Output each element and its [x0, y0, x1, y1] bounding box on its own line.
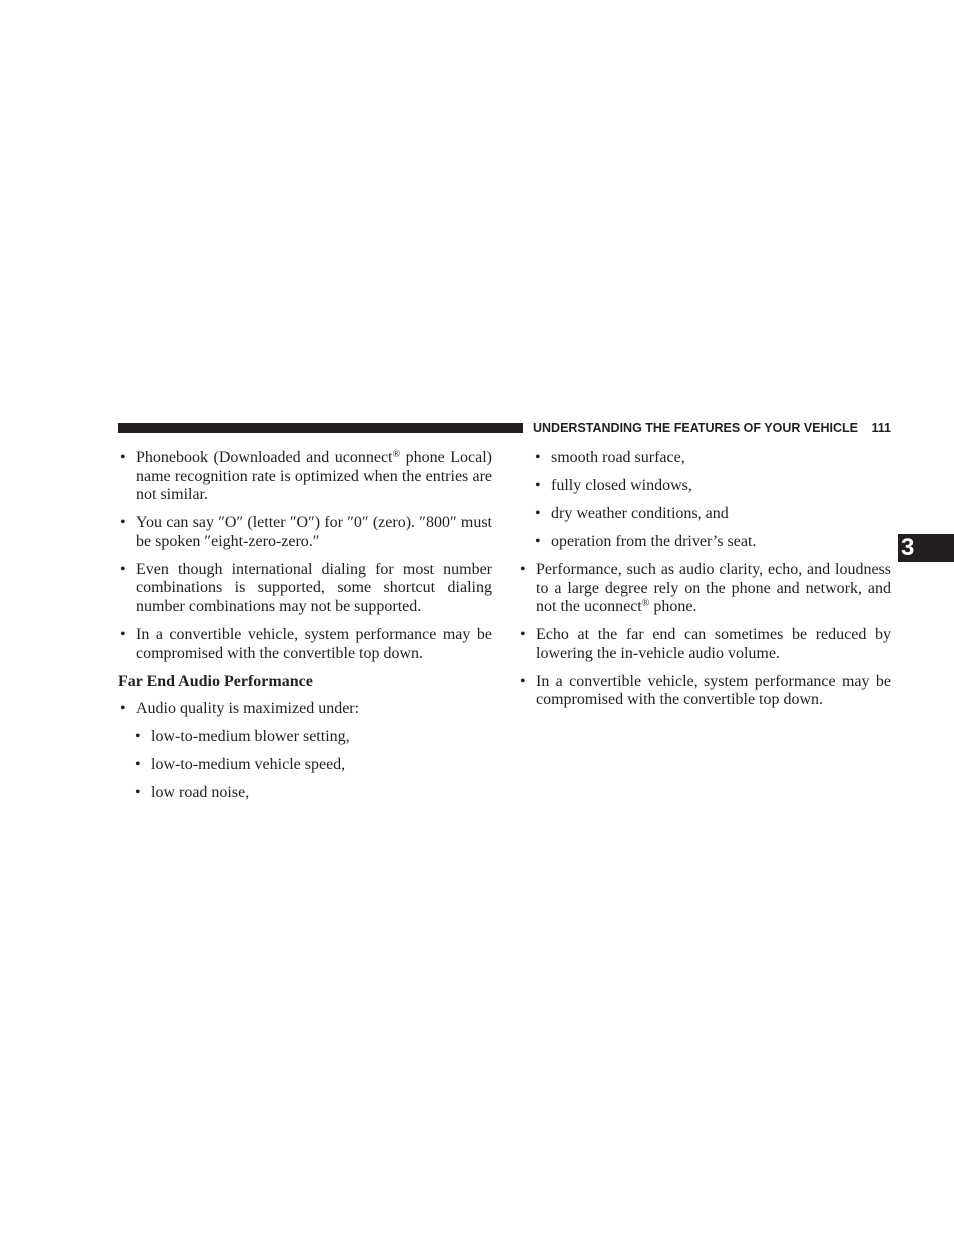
- registered-mark: ®: [392, 449, 401, 460]
- chapter-tab: 3: [898, 534, 954, 562]
- sub-bullet-item: • low-to-medium vehicle speed,: [133, 756, 492, 775]
- running-header: [533, 420, 891, 436]
- page-number: 111: [871, 421, 891, 435]
- registered-mark: ®: [641, 598, 650, 610]
- header-title: UNDERSTANDING THE FEATURES OF YOUR VEHICLE: [533, 421, 859, 435]
- sub-bullet-item: • low road noise,: [133, 784, 492, 803]
- left-column: [118, 449, 492, 812]
- bullet-item: • Phonebook (Downloaded and uconnect® phone Local) name recognition rate is optimized when the entries are not similar.: [118, 449, 492, 505]
- sub-bullet-item: • operation from the driver’s seat.: [533, 533, 891, 552]
- bullet-item: • Audio quality is maximized under:: [118, 700, 492, 719]
- bullet-item: • Even though international dialing for most number combinations is supported, some shortcut dialing number combinations may not be supported.: [118, 561, 492, 617]
- section-heading: Far End Audio Performance: [118, 672, 313, 690]
- sub-bullet-item: • low-to-medium blower setting,: [133, 728, 492, 747]
- sub-bullet-item: • fully closed windows,: [533, 477, 891, 496]
- bullet-item: • Echo at the far end can sometimes be reduced by lowering the in-vehicle audio volume.: [518, 626, 891, 663]
- sub-bullet-item: • dry weather conditions, and: [533, 505, 891, 524]
- header-rule: [118, 423, 523, 433]
- bullet-item: • In a convertible vehicle, system performance may be compromised with the convertible top down.: [118, 626, 492, 663]
- bullet-item: • In a convertible vehicle, system performance may be compromised with the convertible top down.: [518, 673, 891, 710]
- bullet-item: • You can say ″O″ (letter ″O″) for ″0″ (zero). ″800″ must be spoken ″eight-zero-zero.″: [118, 514, 492, 551]
- right-column: [518, 449, 891, 719]
- bullet-item: • Performance, such as audio clarity, echo, and loudness to a large degree rely on the phone and network, and not the uconnect® phone.: [518, 561, 891, 617]
- sub-bullet-item: • smooth road surface,: [533, 449, 891, 468]
